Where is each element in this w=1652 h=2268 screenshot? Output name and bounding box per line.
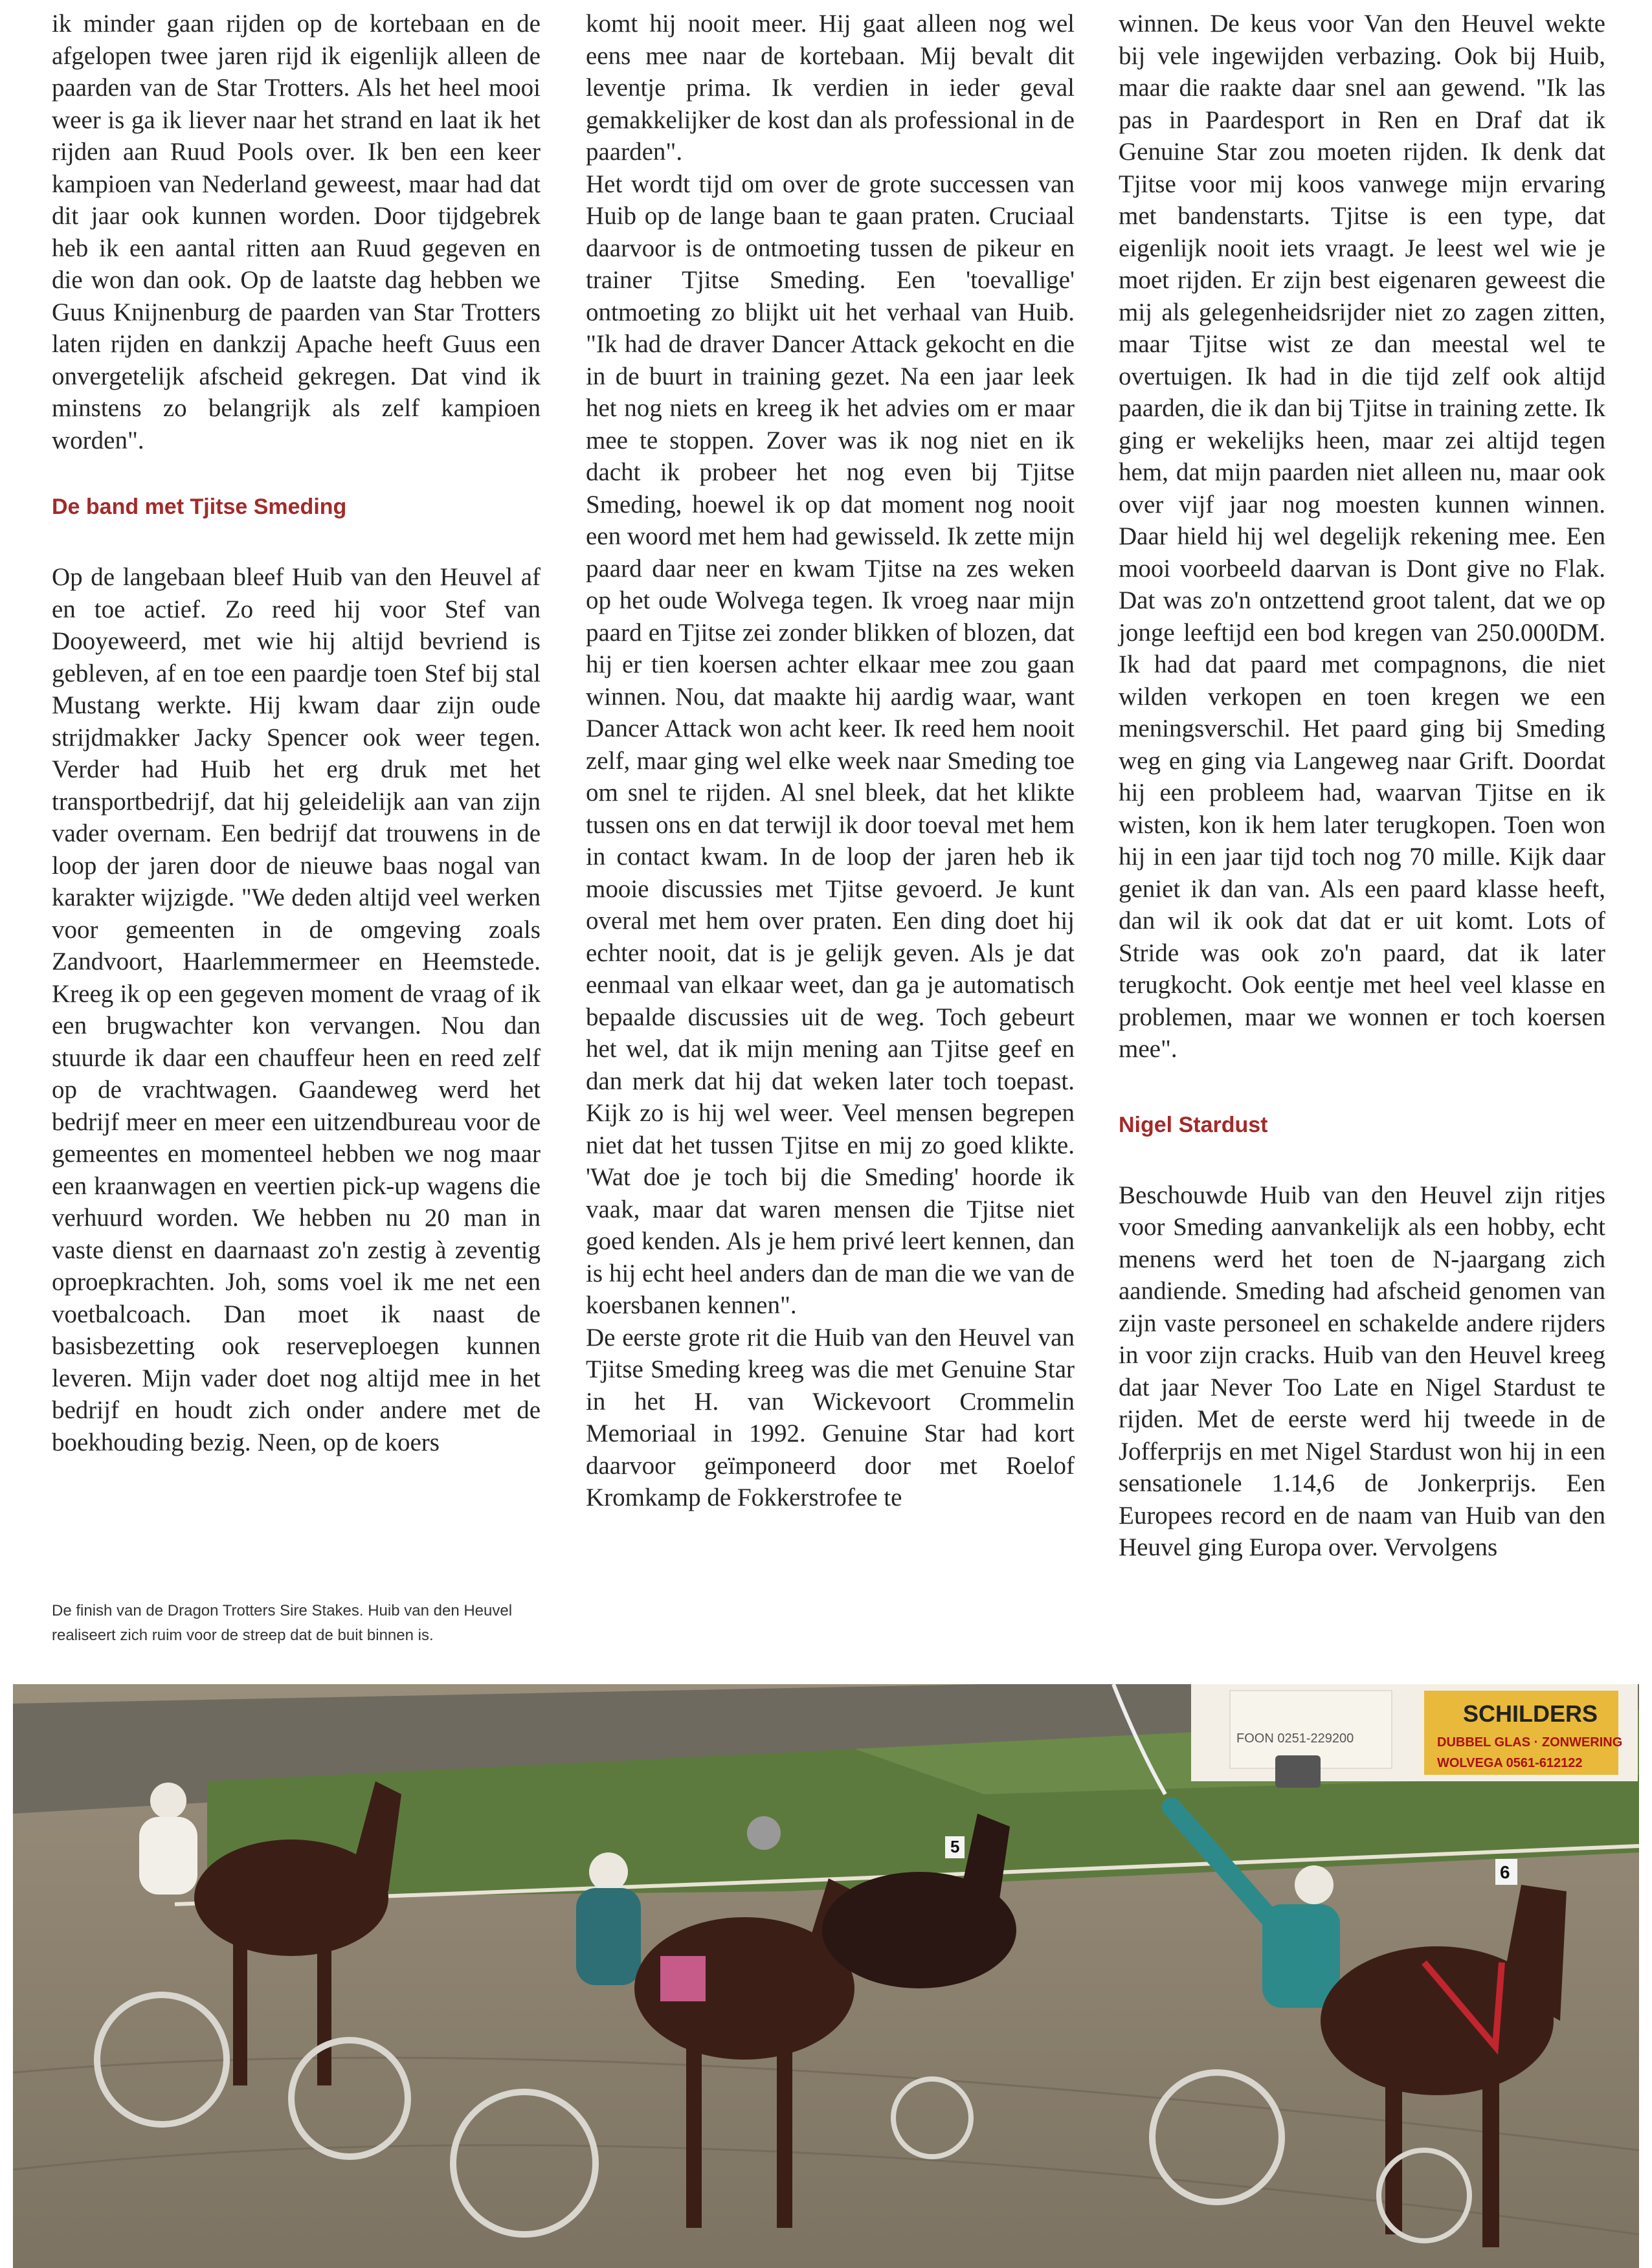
camera-box <box>1275 1755 1321 1788</box>
photo-caption: De finish van de Dragon Trotters Sire Stakes. Huib van den Heuvel realiseert zich ruim voor de streep dat de buit binnen is. <box>52 1602 513 1644</box>
text-column-3 <box>1119 8 1605 1564</box>
paragraph: winnen. De keus voor Van den Heuvel wekte bij vele ingewijden verbazing. Ook bij Huib, maar die raakte daar snel aan gewend. "Ik las pas in Paardesport in Ren en Draf dat ik Genuine Star zou moeten rijden. Ik denk dat Tjitse voor mij koos vanwege mijn ervaring met bandenstarts. Tjitse is een type, dat eigenlijk nooit iets vraagt. Je leest wel wie je moet rijden. Er zijn best eigenaren geweest die mij als gelegenheidsrijder niet zo zagen zitten, maar Tjitse wist ze dan meestal wel te overtuigen. Ik had in die tijd zelf ook altijd paarden, die ik dan bij Tjitse in training zette. Ik ging er wekelijks heen, maar zei altijd tegen hem, dat mijn paarden niet alleen nu, maar ook over vijf jaar nog moesten kunnen winnen. Daar hield hij wel degelijk rekening mee. Een mooi voorbeeld daarvan is Dont give no Flak. Dat was zo'n ontzettend groot talent, dat we op jonge leeftijd een bod kregen van 250.000DM. Ik had dat paard met compagnons, die niet wilden verkopen en toen kregen we een meningsverschil. Het paard ging bij Smeding weg en ging via Langeweg naar Grift. Doordat hij een probleem had, waarvan Tjitse en ik wisten, kon ik hem later terugkopen. Toen won hij in een jaar tijd toch nog 70 mille. Kijk daar geniet ik dan van. Als een paard klasse heeft, dan wil ik ook dat dat er uit komt. Lots of Stride was ook zo'n paard, dat ik later terugkocht. Ook eentje met heel veel klasse en problemen, maar we wonnen er toch koersen mee". <box>1119 10 1605 1063</box>
text-column-2 <box>586 8 1075 1514</box>
paragraph: De eerste grote rit die Huib van den Heuvel van Tjitse Smeding kreeg was die met Genuine Star in het H. van Wickevoort Crommelin Memoriaal in 1992. Genuine Star had kort daarvoor geïmponeerd door met Roelof Kromkamp de Fokkerstrofee te <box>586 1323 1075 1511</box>
race-photo-illustration <box>13 1684 1639 2268</box>
sign-title: SCHILDERS <box>1463 1700 1598 1727</box>
saddle-number-winner: 6 <box>1500 1862 1510 1882</box>
paragraph: komt hij nooit meer. Hij gaat alleen nog wel eens mee naar de kortebaan. Mij bevalt dit leventje prima. Ik verdien in ieder geval gemakkelijker de kost dan als professional in de paarden". <box>586 10 1075 166</box>
race-finish-photo <box>13 1684 1639 2268</box>
saddle-number-middle: 5 <box>950 1837 960 1856</box>
section-heading-nigel-stardust: Nigel Stardust <box>1119 1112 1268 1137</box>
sign-location: WOLVEGA 0561-612122 <box>1437 1756 1583 1770</box>
sign-subtext: DUBBEL GLAS · ZONWERING <box>1437 1735 1623 1750</box>
billboard-text: FOON 0251-229200 <box>1236 1731 1354 1746</box>
paragraph: Het wordt tijd om over de grote successen van Huib op de lange baan te gaan praten. Cruciaal daarvoor is de ontmoeting tussen de pikeur en trainer Tjitse Smeding. Een 'toevallige' ontmoeting zo blijkt uit het verhaal van Huib. "Ik had de draver Dancer Attack gekocht en die in de buurt in training gezet. Na een jaar leek het nog niets en kreeg ik het advies om er maar mee te stoppen. Zover was ik nog niet en ik dacht ik probeer het nog even bij Tjitse Smeding, hoewel ik op dat moment nog nooit een woord met hem had gewisseld. Ik zette mijn paard daar neer en kwam Tjitse na zes weken op het oude Wolvega tegen. Ik vroeg naar mijn paard en Tjitse zei zonder blikken of blozen, dat hij er tien koersen achter elkaar mee zou gaan winnen. Nou, dat maakte hij aardig waar, want Dancer Attack won acht keer. Ik reed hem nooit zelf, maar ging wel elke week naar Smeding toe om snel te rijden. Al snel bleek, dat het klikte tussen ons en dat terwijl ik door toeval met hem in contact kwam. In de loop der jaren heb ik mooie discussies met Tjitse gevoerd. Je kunt overal met hem over praten. Een ding doet hij echter nooit, dat is je gelijk geven. Als je dat eenmaal van elkaar weet, dan ga je automatisch bepaalde discussies uit de weg. Toch gebeurt het wel, dat ik mijn mening aan Tjitse geef en dan merk dat hij dat weken later toch toepast. Kijk zo is hij wel weer. Veel mensen begrepen niet dat het tussen Tjitse en mij zo goed klikte. 'Wat doe je toch bij die Smeding' hoorde ik vaak, maar dat waren mensen die Tjitse niet goed kenden. Als je hem privé leert kennen, dan is hij echt heel anders dan de man die we van de koersbanen kennen". <box>586 170 1075 1319</box>
paragraph: Beschouwde Huib van den Heuvel zijn ritjes voor Smeding aanvankelijk als een hobby, echt menens werd het toen de N-jaargang zich aandiende. Smeding had afscheid genomen van zijn vaste personeel en schakelde andere rijders in voor zijn cracks. Huib van den Heuvel kreeg dat jaar Never Too Late en Nigel Stardust te rijden. Met de eerste werd hij tweede in de Jofferprijs en met Nigel Stardust won hij in een sensationele 1.14,6 de Jonkerprijs. Een Europees record en de naam van Huib van den Heuvel ging Europa over. Vervolgens <box>1119 1181 1605 1561</box>
billboard <box>1191 1684 1638 1788</box>
intro-paragraph: ik minder gaan rijden op de kortebaan en de afgelopen twee jaren rijd ik eigenlijk alleen de paarden van de Star Trotters. Als het heel mooi weer is ga ik liever naar het strand en laat ik het rijden aan Ruud Pools over. Ik ben een keer kampioen van Nederland geweest, maar had dat dit jaar ook kunnen worden. Door tijdgebrek heb ik een aantal ritten aan Ruud gegeven en die won dan ook. Op de laatste dag hebben we Guus Knijnenburg de paarden van Star Trotters laten rijden en dankzij Apache heeft Guus een onvergetelijk afscheid gekregen. Dat vind ik minstens zo belangrijk als zelf kampioen worden". <box>52 10 541 454</box>
section-heading-band: De band met Tjitse Smeding <box>52 495 347 519</box>
text-column-1 <box>52 8 541 1458</box>
body-paragraph: Op de langebaan bleef Huib van den Heuvel af en toe actief. Zo reed hij voor Stef van Dooyeweerd, met wie hij altijd bevriend is gebleven, af en toe een paardje toen Stef bij stal Mustang werkte. Hij kwam daar zijn oude strijdmakker Jacky Spencer ook weer tegen. Verder had Huib het erg druk met het transportbedrijf, dat hij geleidelijk aan van zijn vader overnam. Een bedrijf dat trouwens in de loop der jaren door de nieuwe baas nogal van karakter wijzigde. "We deden altijd veel werken voor gemeenten in de omgeving zoals Zandvoort, Haarlemmermeer en Heemstede. Kreeg ik op een gegeven moment de vraag of ik een brugwachter kon vervangen. Nou dan stuurde ik daar een chauffeur heen en reed zelf op de vrachtwagen. Gaandeweg werd het bedrijf meer en meer een uitzendbureau voor de gemeentes en momenteel hebben we nog maar een kraanwagen en veertien pick-up wagens die verhuurd worden. We hebben nu 20 man in vaste dienst en daarnaast zo'n zestig à zeventig oproepkrachten. Joh, soms voel ik me net een voetbalcoach. Dan moet ik naast de basisbezetting ook reserveploegen kunnen leveren. Mijn vader doet nog altijd mee in het bedrijf en houdt zich onder andere met de boekhouding bezig. Neen, op de koers <box>52 563 541 1456</box>
